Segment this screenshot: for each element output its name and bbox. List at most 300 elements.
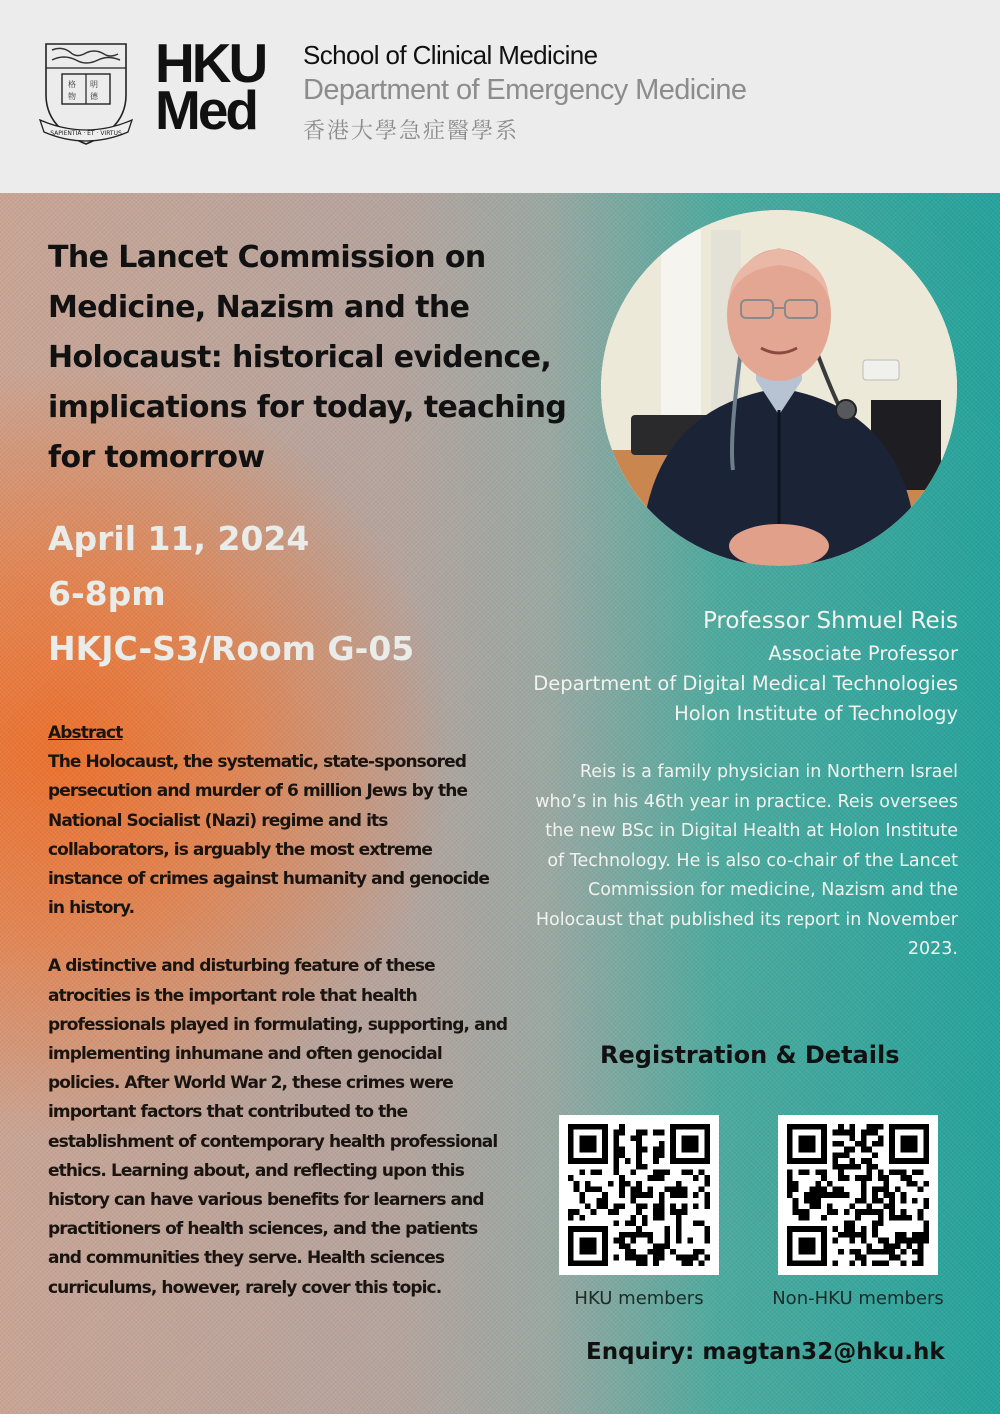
qr-module bbox=[596, 1169, 602, 1175]
qr-module bbox=[872, 1226, 878, 1232]
qr-module bbox=[787, 1186, 793, 1192]
qr-module bbox=[918, 1255, 924, 1261]
qr-module bbox=[619, 1181, 625, 1187]
qr-module bbox=[676, 1232, 682, 1238]
enquiry-contact[interactable]: Enquiry: magtan32@hku.hk bbox=[586, 1339, 945, 1365]
qr-module bbox=[687, 1158, 693, 1164]
qr-module bbox=[704, 1135, 710, 1141]
qr-module bbox=[884, 1243, 890, 1249]
qr-module bbox=[602, 1135, 608, 1141]
qr-module bbox=[901, 1135, 907, 1141]
qr-module bbox=[906, 1243, 912, 1249]
qr-code-hku-members[interactable] bbox=[559, 1115, 719, 1275]
qr-module bbox=[591, 1238, 597, 1244]
qr-module bbox=[704, 1226, 710, 1232]
qr-module bbox=[613, 1141, 619, 1147]
qr-module bbox=[665, 1226, 671, 1232]
qr-module bbox=[676, 1192, 682, 1198]
qr-module bbox=[568, 1130, 574, 1136]
qr-module bbox=[912, 1147, 918, 1153]
qr-module bbox=[665, 1169, 671, 1175]
qr-module bbox=[832, 1226, 838, 1232]
hku-med-wordmark bbox=[155, 32, 266, 141]
qr-module bbox=[699, 1260, 705, 1266]
qr-module bbox=[793, 1181, 799, 1187]
qr-module bbox=[793, 1260, 799, 1266]
qr-module bbox=[665, 1238, 671, 1244]
qr-module bbox=[810, 1147, 816, 1153]
qr-module bbox=[568, 1215, 574, 1221]
qr-module bbox=[670, 1141, 676, 1147]
qr-module bbox=[815, 1158, 821, 1164]
qr-module bbox=[619, 1175, 625, 1181]
qr-module bbox=[591, 1124, 597, 1130]
qr-module bbox=[693, 1141, 699, 1147]
qr-module bbox=[906, 1135, 912, 1141]
qr-module bbox=[793, 1198, 799, 1204]
qr-module bbox=[585, 1158, 591, 1164]
qr-module bbox=[579, 1215, 585, 1221]
qr-module bbox=[787, 1124, 793, 1130]
qr-module bbox=[798, 1238, 804, 1244]
qr-module bbox=[682, 1204, 688, 1210]
qr-module bbox=[889, 1198, 895, 1204]
qr-module bbox=[889, 1192, 895, 1198]
school-name: School of Clinical Medicine bbox=[303, 40, 598, 70]
qr-code-non-hku-members[interactable] bbox=[778, 1115, 938, 1275]
qr-module bbox=[682, 1209, 688, 1215]
qr-module bbox=[682, 1255, 688, 1261]
speaker-info bbox=[533, 603, 958, 729]
qr-module bbox=[912, 1135, 918, 1141]
qr-module bbox=[821, 1158, 827, 1164]
qr-module bbox=[849, 1130, 855, 1136]
qr-module bbox=[704, 1124, 710, 1130]
qr-module bbox=[844, 1152, 850, 1158]
qr-module bbox=[619, 1204, 625, 1210]
qr-module bbox=[642, 1192, 648, 1198]
qr-module bbox=[889, 1255, 895, 1261]
qr-module bbox=[918, 1232, 924, 1238]
speaker-portrait-illustration bbox=[601, 210, 957, 566]
qr-module bbox=[855, 1141, 861, 1147]
qr-module bbox=[642, 1164, 648, 1170]
qr-module bbox=[912, 1141, 918, 1147]
qr-module bbox=[687, 1147, 693, 1153]
qr-module bbox=[585, 1243, 591, 1249]
qr-module bbox=[906, 1215, 912, 1221]
qr-code-icon[interactable] bbox=[568, 1124, 710, 1266]
qr-module bbox=[682, 1135, 688, 1141]
qr-module bbox=[895, 1238, 901, 1244]
qr-module bbox=[704, 1147, 710, 1153]
qr-module bbox=[591, 1243, 597, 1249]
qr-module bbox=[901, 1147, 907, 1153]
qr-module bbox=[591, 1169, 597, 1175]
qr-module bbox=[687, 1124, 693, 1130]
qr-module bbox=[798, 1147, 804, 1153]
qr-module bbox=[855, 1209, 861, 1215]
qr-module bbox=[585, 1181, 591, 1187]
qr-module bbox=[867, 1175, 873, 1181]
qr-module bbox=[901, 1232, 907, 1238]
qr-module bbox=[923, 1232, 929, 1238]
qr-module bbox=[787, 1147, 793, 1153]
qr-module bbox=[665, 1186, 671, 1192]
qr-module bbox=[861, 1260, 867, 1266]
qr-module bbox=[619, 1243, 625, 1249]
qr-module bbox=[923, 1181, 929, 1187]
header-banner bbox=[0, 0, 1000, 193]
qr-module bbox=[596, 1198, 602, 1204]
qr-module bbox=[884, 1192, 890, 1198]
qr-module bbox=[815, 1186, 821, 1192]
qr-module bbox=[844, 1232, 850, 1238]
qr-module bbox=[832, 1192, 838, 1198]
qr-module bbox=[912, 1238, 918, 1244]
qr-module bbox=[579, 1260, 585, 1266]
qr-module bbox=[849, 1204, 855, 1210]
qr-module bbox=[787, 1232, 793, 1238]
qr-module bbox=[821, 1130, 827, 1136]
qr-module bbox=[630, 1238, 636, 1244]
qr-module bbox=[568, 1158, 574, 1164]
abstract-paragraph-2: A distinctive and disturbing feature of these atrocities is the important role that health professionals played in formulating, supporting, and implementing inhumane and often genocidal policies. After World War 2, these crimes were important factors that contributed to the establishment of contemporary health professional ethics. Learning about, and reflecting upon this history can have various benefits for learners and practitioners of health sciences, and the patients and communities they serve. Health sciences curriculums, however, rarely cover this topic. bbox=[48, 956, 508, 1298]
qr-module bbox=[838, 1130, 844, 1136]
qr-module bbox=[613, 1255, 619, 1261]
qr-module bbox=[838, 1192, 844, 1198]
qr-module bbox=[648, 1186, 654, 1192]
qr-module bbox=[693, 1204, 699, 1210]
qr-module bbox=[849, 1124, 855, 1130]
qr-module bbox=[849, 1221, 855, 1227]
qr-module bbox=[832, 1141, 838, 1147]
qr-module bbox=[787, 1192, 793, 1198]
qr-module bbox=[648, 1232, 654, 1238]
qr-module bbox=[579, 1226, 585, 1232]
qr-module bbox=[642, 1130, 648, 1136]
registration-heading: Registration & Details bbox=[600, 1041, 900, 1069]
qr-module bbox=[906, 1141, 912, 1147]
qr-module bbox=[579, 1147, 585, 1153]
qr-module bbox=[804, 1192, 810, 1198]
qr-module bbox=[699, 1158, 705, 1164]
qr-module bbox=[568, 1147, 574, 1153]
qr-module bbox=[636, 1135, 642, 1141]
qr-module bbox=[568, 1249, 574, 1255]
qr-module bbox=[832, 1152, 838, 1158]
qr-module bbox=[906, 1238, 912, 1244]
qr-module bbox=[687, 1238, 693, 1244]
qr-module bbox=[670, 1209, 676, 1215]
qr-module bbox=[906, 1147, 912, 1153]
qr-module bbox=[625, 1221, 631, 1227]
qr-module bbox=[861, 1158, 867, 1164]
qr-module bbox=[636, 1260, 642, 1266]
qr-module bbox=[838, 1169, 844, 1175]
qr-module bbox=[613, 1130, 619, 1136]
qr-module bbox=[602, 1124, 608, 1130]
qr-module bbox=[602, 1238, 608, 1244]
qr-module bbox=[693, 1158, 699, 1164]
qr-module bbox=[682, 1260, 688, 1266]
qr-module bbox=[579, 1198, 585, 1204]
qr-module bbox=[636, 1192, 642, 1198]
qr-module bbox=[844, 1209, 850, 1215]
qr-module bbox=[901, 1238, 907, 1244]
qr-module bbox=[568, 1175, 574, 1181]
qr-module bbox=[815, 1192, 821, 1198]
qr-module bbox=[619, 1238, 625, 1244]
qr-module bbox=[787, 1238, 793, 1244]
qr-module bbox=[878, 1124, 884, 1130]
qr-module bbox=[596, 1158, 602, 1164]
qr-module bbox=[815, 1124, 821, 1130]
qr-module bbox=[608, 1209, 614, 1215]
qr-module bbox=[804, 1226, 810, 1232]
qr-module bbox=[815, 1198, 821, 1204]
qr-module bbox=[844, 1221, 850, 1227]
qr-module bbox=[653, 1130, 659, 1136]
qr-module bbox=[861, 1141, 867, 1147]
qr-module bbox=[889, 1135, 895, 1141]
qr-module bbox=[849, 1232, 855, 1238]
qr-module bbox=[568, 1152, 574, 1158]
qr-module bbox=[810, 1238, 816, 1244]
qr-module bbox=[653, 1260, 659, 1266]
qr-module bbox=[878, 1186, 884, 1192]
qr-module bbox=[821, 1135, 827, 1141]
qr-module bbox=[613, 1209, 619, 1215]
qr-module bbox=[804, 1249, 810, 1255]
qr-module bbox=[585, 1226, 591, 1232]
qr-module bbox=[861, 1226, 867, 1232]
qr-module bbox=[849, 1238, 855, 1244]
svg-text:格: 格 bbox=[68, 80, 76, 89]
qr-module bbox=[585, 1204, 591, 1210]
qr-module bbox=[912, 1124, 918, 1130]
qr-module bbox=[676, 1209, 682, 1215]
qr-module bbox=[704, 1232, 710, 1238]
qr-module bbox=[676, 1238, 682, 1244]
qr-module bbox=[810, 1260, 816, 1266]
qr-module bbox=[613, 1135, 619, 1141]
qr-module bbox=[642, 1215, 648, 1221]
qr-module bbox=[636, 1147, 642, 1153]
qr-module bbox=[787, 1226, 793, 1232]
qr-module bbox=[630, 1232, 636, 1238]
qr-module bbox=[872, 1152, 878, 1158]
qr-module bbox=[596, 1226, 602, 1232]
qr-module bbox=[591, 1209, 597, 1215]
qr-module bbox=[923, 1130, 929, 1136]
qr-module bbox=[861, 1192, 867, 1198]
qr-module bbox=[832, 1209, 838, 1215]
qr-module bbox=[793, 1124, 799, 1130]
qr-module bbox=[901, 1260, 907, 1266]
qr-module bbox=[682, 1158, 688, 1164]
qr-module bbox=[804, 1147, 810, 1153]
qr-module bbox=[793, 1209, 799, 1215]
qr-module bbox=[878, 1135, 884, 1141]
qr-module bbox=[687, 1135, 693, 1141]
qr-module bbox=[844, 1130, 850, 1136]
qr-module bbox=[676, 1158, 682, 1164]
qr-module bbox=[923, 1238, 929, 1244]
qr-module bbox=[670, 1152, 676, 1158]
qr-module bbox=[787, 1169, 793, 1175]
qr-module bbox=[798, 1169, 804, 1175]
qr-module bbox=[642, 1232, 648, 1238]
qr-module bbox=[787, 1249, 793, 1255]
qr-module bbox=[682, 1147, 688, 1153]
qr-module bbox=[648, 1249, 654, 1255]
qr-module bbox=[659, 1198, 665, 1204]
qr-module bbox=[810, 1249, 816, 1255]
qr-module bbox=[912, 1249, 918, 1255]
qr-module bbox=[855, 1198, 861, 1204]
qr-module bbox=[630, 1186, 636, 1192]
qr-module bbox=[636, 1158, 642, 1164]
qr-module bbox=[867, 1204, 873, 1210]
qr-module bbox=[699, 1221, 705, 1227]
qr-module bbox=[625, 1243, 631, 1249]
qr-module bbox=[793, 1158, 799, 1164]
qr-module bbox=[895, 1158, 901, 1164]
qr-code-icon[interactable] bbox=[787, 1124, 929, 1266]
qr-module bbox=[889, 1169, 895, 1175]
qr-module bbox=[574, 1124, 580, 1130]
qr-module bbox=[878, 1198, 884, 1204]
qr-module bbox=[630, 1255, 636, 1261]
qr-module bbox=[878, 1141, 884, 1147]
crest-motto: SAPIENTIA · ET · VIRTUS bbox=[50, 130, 122, 137]
qr-module bbox=[844, 1147, 850, 1153]
qr-module bbox=[636, 1226, 642, 1232]
qr-module bbox=[821, 1243, 827, 1249]
qr-module bbox=[704, 1238, 710, 1244]
qr-module bbox=[670, 1135, 676, 1141]
qr-module bbox=[798, 1124, 804, 1130]
qr-module bbox=[821, 1232, 827, 1238]
qr-module bbox=[585, 1238, 591, 1244]
qr-module bbox=[676, 1255, 682, 1261]
qr-module bbox=[798, 1243, 804, 1249]
qr-module bbox=[872, 1249, 878, 1255]
qr-module bbox=[889, 1204, 895, 1210]
qr-module bbox=[670, 1249, 676, 1255]
qr-module bbox=[619, 1192, 625, 1198]
qr-module bbox=[693, 1255, 699, 1261]
qr-module bbox=[821, 1260, 827, 1266]
qr-module bbox=[867, 1147, 873, 1153]
qr-module bbox=[613, 1238, 619, 1244]
qr-module bbox=[704, 1175, 710, 1181]
qr-module bbox=[895, 1215, 901, 1221]
svg-text:物: 物 bbox=[68, 92, 76, 101]
qr-module bbox=[889, 1215, 895, 1221]
qr-module bbox=[704, 1198, 710, 1204]
event-time: 6-8pm bbox=[48, 574, 166, 613]
qr-module bbox=[704, 1141, 710, 1147]
qr-module bbox=[821, 1226, 827, 1232]
qr-module bbox=[855, 1215, 861, 1221]
qr-module bbox=[901, 1158, 907, 1164]
qr-module bbox=[923, 1204, 929, 1210]
qr-module bbox=[676, 1181, 682, 1187]
qr-module bbox=[574, 1181, 580, 1187]
qr-module bbox=[878, 1249, 884, 1255]
qr-module bbox=[619, 1232, 625, 1238]
qr-module bbox=[682, 1186, 688, 1192]
qr-module bbox=[832, 1130, 838, 1136]
qr-module bbox=[585, 1249, 591, 1255]
qr-module bbox=[867, 1130, 873, 1136]
qr-module bbox=[821, 1238, 827, 1244]
qr-module bbox=[821, 1175, 827, 1181]
qr-module bbox=[568, 1226, 574, 1232]
qr-module bbox=[676, 1226, 682, 1232]
qr-module bbox=[591, 1186, 597, 1192]
qr-module bbox=[901, 1198, 907, 1204]
qr-module bbox=[579, 1158, 585, 1164]
brand-line-2: Med bbox=[155, 79, 256, 141]
qr-module bbox=[648, 1175, 654, 1181]
brand-line-1: HKU bbox=[155, 32, 266, 94]
qr-module bbox=[872, 1198, 878, 1204]
qr-module bbox=[923, 1147, 929, 1153]
qr-module bbox=[861, 1255, 867, 1261]
qr-module bbox=[804, 1135, 810, 1141]
qr-module bbox=[918, 1243, 924, 1249]
qr-module bbox=[810, 1243, 816, 1249]
qr-module bbox=[670, 1158, 676, 1164]
qr-module bbox=[838, 1124, 844, 1130]
qr-module bbox=[793, 1226, 799, 1232]
qr-module bbox=[884, 1186, 890, 1192]
qr-module bbox=[585, 1260, 591, 1266]
qr-module bbox=[861, 1135, 867, 1141]
qr-module bbox=[804, 1215, 810, 1221]
qr-module bbox=[625, 1255, 631, 1261]
speaker-institution: Holon Institute of Technology bbox=[674, 702, 958, 725]
qr-module bbox=[699, 1169, 705, 1175]
qr-module bbox=[659, 1192, 665, 1198]
qr-module bbox=[810, 1158, 816, 1164]
qr-module bbox=[798, 1209, 804, 1215]
qr-module bbox=[861, 1147, 867, 1153]
qr-module bbox=[827, 1192, 833, 1198]
event-details bbox=[48, 511, 414, 676]
qr-module bbox=[687, 1169, 693, 1175]
qr-module bbox=[653, 1255, 659, 1261]
qr-module bbox=[636, 1204, 642, 1210]
qr-module bbox=[568, 1243, 574, 1249]
qr-module bbox=[591, 1147, 597, 1153]
qr-module bbox=[912, 1232, 918, 1238]
qr-module bbox=[912, 1169, 918, 1175]
qr-module bbox=[872, 1221, 878, 1227]
qr-module bbox=[889, 1249, 895, 1255]
qr-module bbox=[849, 1260, 855, 1266]
qr-module bbox=[591, 1226, 597, 1232]
qr-module bbox=[849, 1164, 855, 1170]
qr-module bbox=[849, 1158, 855, 1164]
qr-module bbox=[844, 1164, 850, 1170]
qr-module bbox=[653, 1204, 659, 1210]
qr-module bbox=[878, 1175, 884, 1181]
speaker-department: Department of Digital Medical Technologies bbox=[533, 672, 958, 695]
